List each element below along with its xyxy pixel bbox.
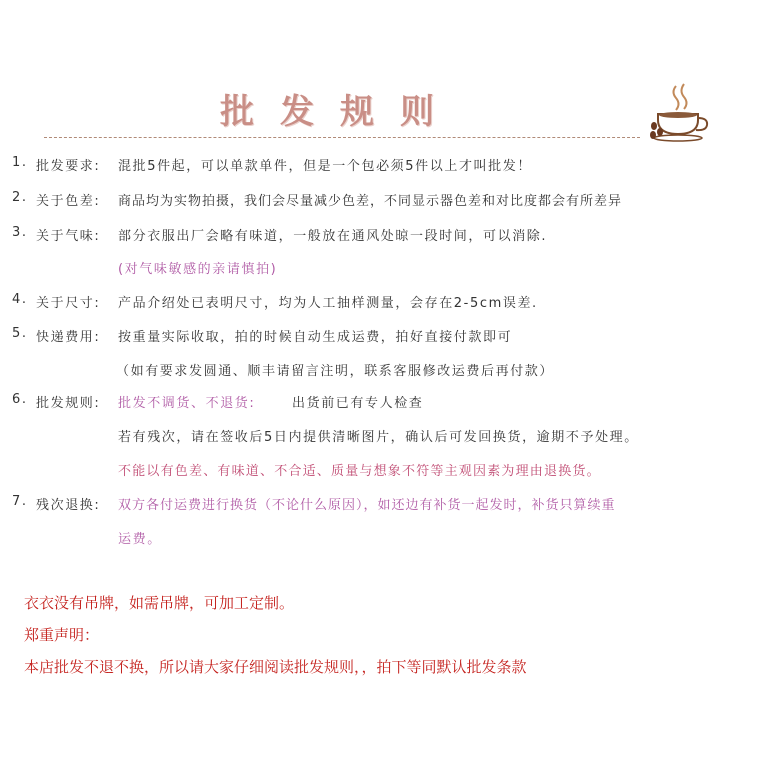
rule-number: 4.	[12, 292, 28, 307]
note-tag: 衣衣没有吊牌，如需吊牌，可加工定制。	[24, 594, 295, 612]
rule-label: 残次退换:	[36, 498, 101, 513]
note-statement-heading: 郑重声明：	[24, 626, 100, 644]
rule-text: 按重量实际收取，拍的时候自动生成运费，拍好直接付款即可	[118, 330, 513, 345]
rule-number: 3.	[12, 225, 28, 240]
rule-label: 关于尺寸:	[36, 296, 101, 311]
rule-number: 6.	[12, 392, 28, 407]
rule-note: （如有要求发圆通、顺丰请留言注明，联系客服修改运费后再付款）	[116, 364, 555, 379]
rule-note: (对气味敏感的亲请慎拍)	[118, 262, 278, 277]
title-divider	[44, 137, 640, 138]
rule-text-highlight: 不能以有色差、有味道、不合适、质量与想象不符等主观因素为理由退换货。	[118, 464, 601, 479]
note-statement: 本店批发不退不换，所以请大家仔细阅读批发规则，，拍下等同默认批发条款	[24, 658, 527, 676]
rule-label: 关于气味:	[36, 229, 101, 244]
rule-number: 2.	[12, 190, 28, 205]
rule-text: 混批5件起，可以单款单件，但是一个包必须5件以上才叫批发！	[118, 159, 532, 174]
rule-text-highlight: 批发不调货、不退货:	[118, 396, 256, 411]
rule-number: 1.	[12, 155, 28, 170]
page-title: 批发规则	[220, 92, 460, 132]
coffee-cup-icon	[648, 80, 712, 148]
rule-text: 双方各付运费进行换货（不论什么原因），如还边有补货一起发时，补货只算续重	[118, 498, 616, 513]
rule-text: 出货前已有专人检查	[292, 396, 424, 411]
rule-label: 快递费用:	[36, 330, 101, 345]
rule-number: 7.	[12, 494, 28, 509]
rule-text: 商品均为实物拍摄，我们会尽量减少色差，不同显示器色差和对比度都会有所差异	[118, 194, 623, 209]
rule-number: 5.	[12, 326, 28, 341]
rule-text: 部分衣服出厂会略有味道，一般放在通风处晾一段时间，可以消除.	[118, 229, 548, 244]
rule-text: 运费。	[118, 532, 162, 547]
rule-text: 产品介绍处已表明尺寸，均为人工抽样测量，会存在2-5cm误差.	[118, 296, 538, 311]
rule-label: 批发要求:	[36, 159, 101, 174]
rule-label: 批发规则:	[36, 396, 101, 411]
rule-label: 关于色差:	[36, 194, 101, 209]
rule-text: 若有残次，请在签收后5日内提供清晰图片，确认后可发回换货，逾期不予处理。	[118, 430, 639, 445]
